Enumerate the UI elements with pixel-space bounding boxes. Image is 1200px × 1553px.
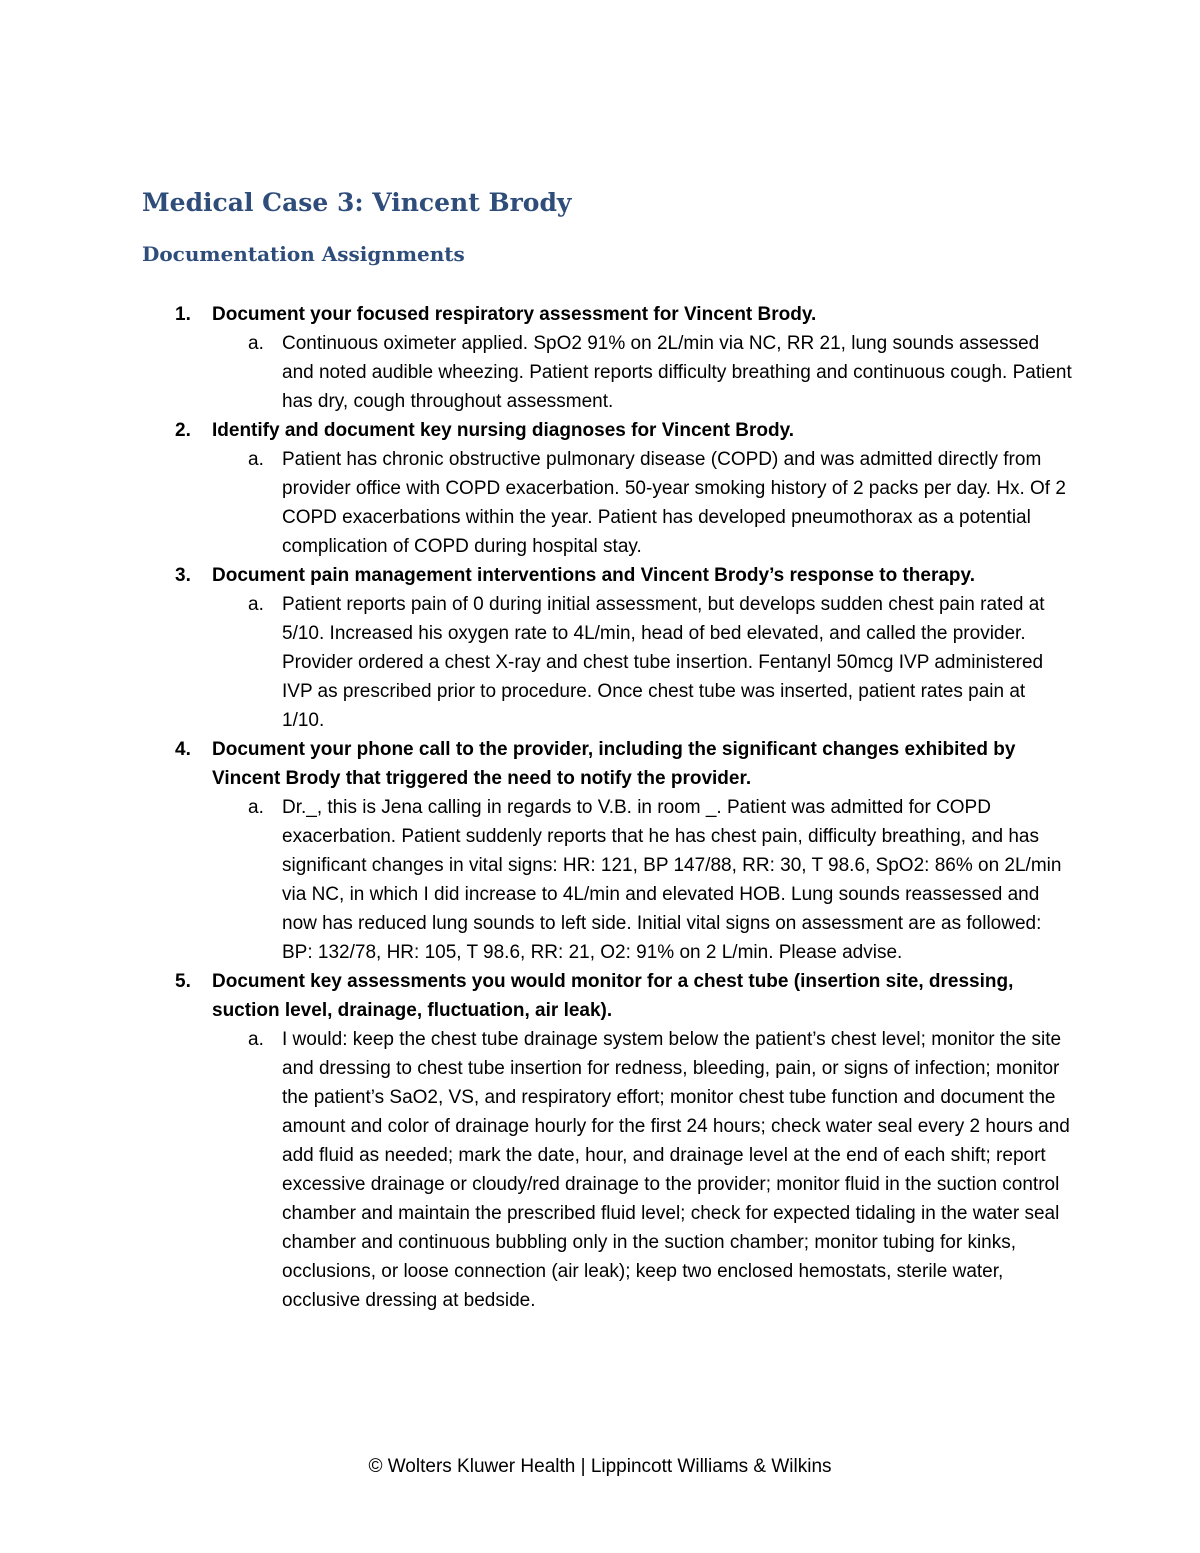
answer-letter: a. — [248, 449, 264, 470]
answer-text: Continuous oximeter applied. SpO2 91% on 2L/min via NC, RR 21, lung sounds assessed and noted audible wheezing. Patient reports difficulty breathing and continuous cough. Patient has dry, cough throughout assessment. — [282, 333, 1072, 412]
answer-text: I would: keep the chest tube drainage system below the patient’s chest level; monitor the site and dressing to chest tube insertion for redness, bleeding, pain, or signs of infection; monitor the patient’s SaO2, VS, and respiratory effort; monitor chest tube function and document the amount and color of drainage hourly for the first 24 hours; check water seal every 2 hours and add fluid as needed; mark the date, hour, and drainage level at the end of each shift; report excessive drainage or cloudy/red drainage to the provider; monitor fluid in the suction control chamber and maintain the prescribed fluid level; check for expected tidaling in the water seal chamber and continuous bubbling only in the suction chamber; monitor tubing for kinks, occlusions, or loose connection (air leak); keep two enclosed hemostats, sterile water, occlusive dressing at bedside. — [282, 1029, 1070, 1311]
page-footer: © Wolters Kluwer Health | Lippincott Williams & Wilkins — [368, 1456, 832, 1477]
answer-letter: a. — [248, 333, 264, 354]
assignment-list — [142, 300, 1072, 1315]
item-question: Identify and document key nursing diagnoses for Vincent Brody. — [212, 420, 795, 441]
item-number: 3. — [175, 565, 191, 586]
item-answer — [142, 445, 1072, 561]
item-number: 5. — [175, 971, 191, 992]
answer-text: Patient has chronic obstructive pulmonary disease (COPD) and was admitted directly from provider office with COPD exacerbation. 50-year smoking history of 2 packs per day. Hx. Of 2 COPD exacerbations within the year. Patient has developed pneumothorax as a potential complication of COPD during hospital stay. — [282, 449, 1066, 557]
list-item — [142, 735, 1072, 967]
section-heading: Documentation Assignments — [142, 242, 465, 266]
item-number: 2. — [175, 420, 191, 441]
item-question: Document key assessments you would monitor for a chest tube (insertion site, dressing, suction level, drainage, fluctuation, air leak). — [212, 971, 1014, 1021]
list-item — [142, 416, 1072, 561]
item-question: Document your focused respiratory assessment for Vincent Brody. — [212, 304, 817, 325]
answer-letter: a. — [248, 594, 264, 615]
list-item — [142, 300, 1072, 416]
answer-text: Patient reports pain of 0 during initial assessment, but develops sudden chest pain rated at 5/10. Increased his oxygen rate to 4L/min, head of bed elevated, and called the provider. Provider ordered a chest X-ray and chest tube insertion. Fentanyl 50mcg IVP administered IVP as prescribed prior to procedure. Once chest tube was inserted, patient rates pain at 1/10. — [282, 594, 1045, 731]
item-number: 1. — [175, 304, 191, 325]
item-answer — [142, 329, 1072, 416]
item-answer — [142, 1025, 1072, 1315]
answer-letter: a. — [248, 797, 264, 818]
item-number: 4. — [175, 739, 191, 760]
answer-letter: a. — [248, 1029, 264, 1050]
list-item — [142, 561, 1072, 735]
list-item — [142, 967, 1072, 1315]
item-answer — [142, 793, 1072, 967]
item-answer — [142, 590, 1072, 735]
page-title: Medical Case 3: Vincent Brody — [142, 188, 572, 217]
answer-text: Dr._, this is Jena calling in regards to V.B. in room _. Patient was admitted for COPD exacerbation. Patient suddenly reports that he has chest pain, difficulty breathing, and has significant changes in vital signs: HR: 121, BP 147/88, RR: 30, T 98.6, SpO2: 86% on 2L/min via NC, in which I did increase to 4L/min and elevated HOB. Lung sounds reassessed and now has reduced lung sounds to left side. Initial vital signs on assessment are as followed: BP: 132/78, HR: 105, T 98.6, RR: 21, O2: 91% on 2 L/min. Please advise. — [282, 797, 1062, 963]
item-question: Document pain management interventions and Vincent Brody’s response to therapy. — [212, 565, 975, 586]
item-question: Document your phone call to the provider, including the significant changes exhibited by Vincent Brody that triggered the need to notify the provider. — [212, 739, 1016, 789]
